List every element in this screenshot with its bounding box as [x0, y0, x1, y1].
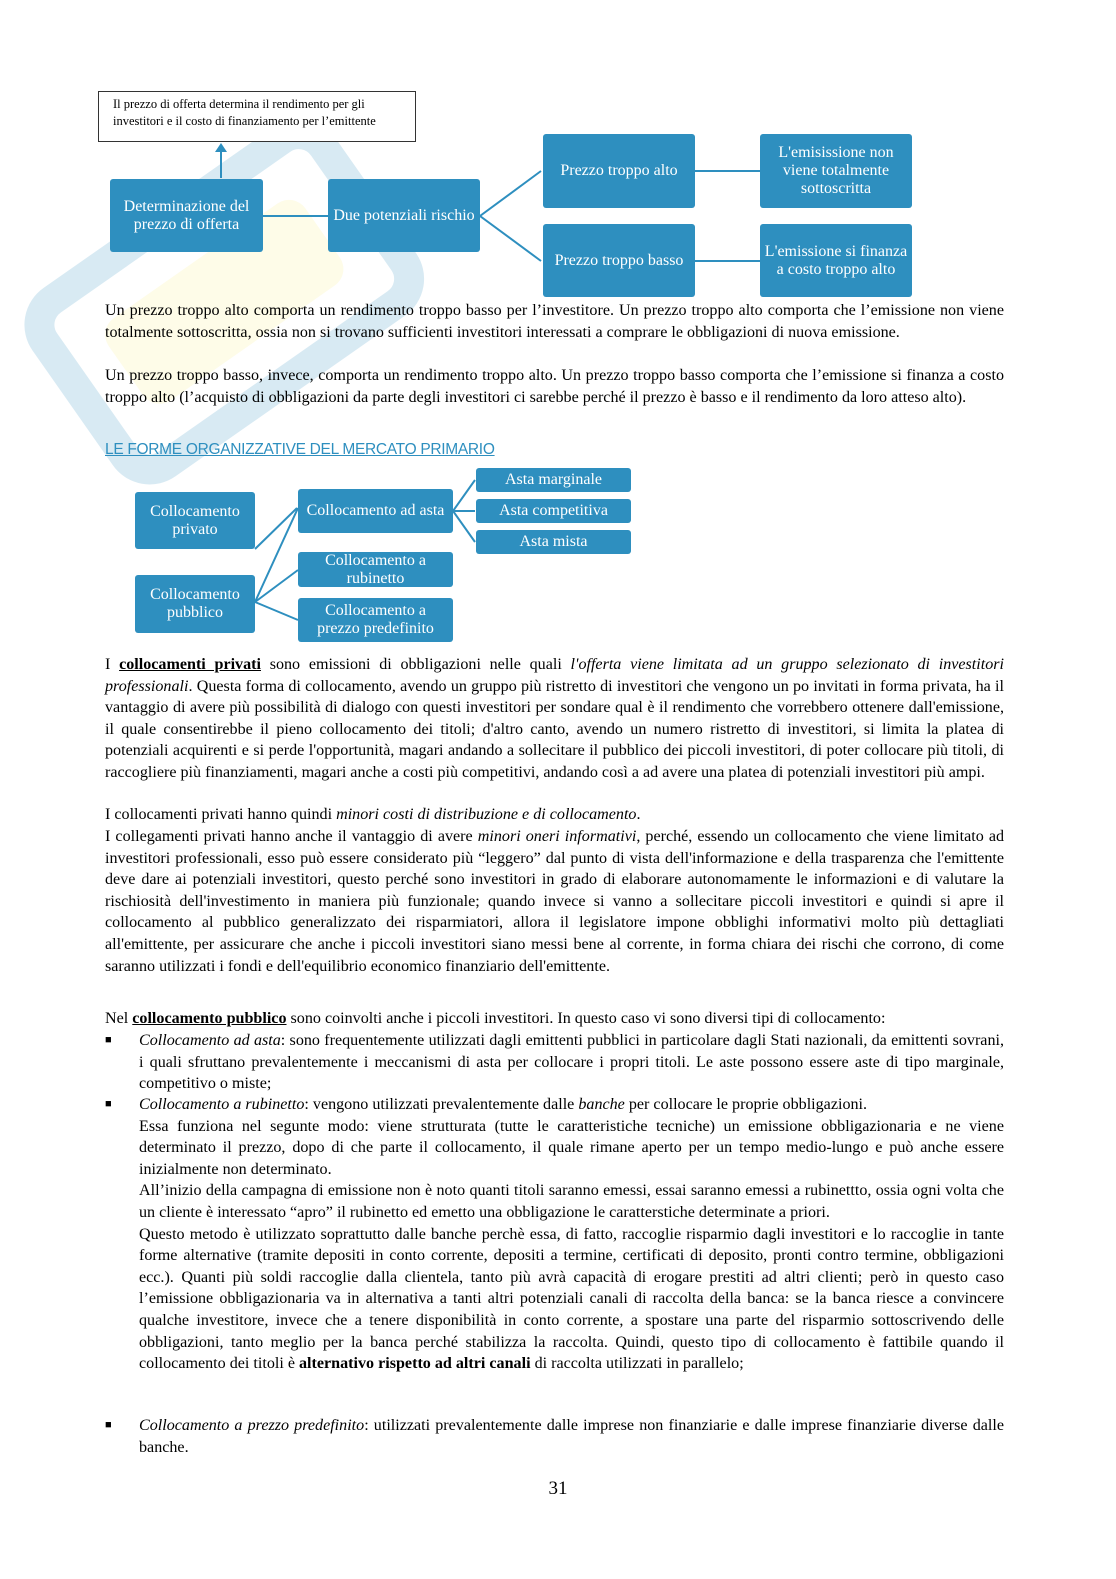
intro-paragraph-1: Un prezzo troppo alto comporta un rendimento troppo basso per l’investitore. Un prezzo troppo alto comporta che l’emissione non viene totalmente sottoscritta, ossia non si trovano sufficienti investitori interessati a comprare le obbligazioni di nuova emissione.: [105, 302, 1004, 341]
bullet-icon: ■: [105, 1419, 112, 1431]
price-note-box: Il prezzo di offerta determina il rendimento per gli investitori e il costo di finanziamento per l’emittente: [98, 91, 416, 142]
list-item-predefinito: Collocamento a prezzo predefinito: utilizzati prevalentemente dalle imprese non finanziarie e dalle imprese finanziarie diverse dalle banche.: [139, 1417, 1004, 1456]
node-prezzo-basso: Prezzo troppo basso: [543, 224, 695, 297]
node-collocamento-privato: Collocamento privato: [135, 492, 255, 549]
term-collocamento-pubblico: collocamento pubblico: [132, 1010, 287, 1027]
node-asta-marginale: Asta marginale: [476, 468, 631, 492]
term-collocamenti-privati: collocamenti privati: [119, 656, 261, 673]
page-number: 31: [548, 1478, 568, 1499]
node-asta-mista: Asta mista: [476, 530, 631, 554]
bullet-icon: ■: [105, 1034, 112, 1046]
node-collocamento-pubblico: Collocamento pubblico: [135, 575, 255, 633]
node-asta-competitiva: Asta competitiva: [476, 499, 631, 523]
list-item-rubinetto: Collocamento a rubinetto: vengono utilizzati prevalentemente dalle banche per collocare le proprie obbligazioni. Essa funziona nel segunte modo: viene strutturata (tutte le caratteristiche tecniche) un emissione obbligazionaria e ne viene determinato il prezzo, dopo di che parte il collocamento, il quale rimane aperto per un tempo medio-lungo e può anche essere inizialmente non determinato. All’inizio della campagna di emissione non è noto quanti titoli saranno emessi, essai saranno emessi a rubinettto, ossia ogni volta che un cliente è interessato “apro” il rubinetto ed emetto una obbligazione le caratterstiche determinate a priori. Questo metodo è utilizzato soprattutto dalle banche perchè essa, di fatto, raccoglie risparmio dagli investitori e lo raccoglie in tante forme alternative (tramite depositi in conto corrente, depositi a termine, certificati di deposito, pronti contro termine, obbligazioni ecc.). Quanti più soldi raccoglie dalla clientela, tanto più avrà capacità di erogare prestiti ad altri clienti; però in questo caso l’emissione obbligazionaria va in alternativa a tanti altri potenziali canali di raccolta della banca: se la banca riesce a convincere qualche investitore, invece che a tenere disponibilità in conto corrente, a spostare una parte del risparmio sottoscrivendo delle obbligazioni, tanto meglio per la banca perché stabilizza la raccolta. Quindi, questo tipo di collocamento è fattibile quando il collocamento dei titoli è alternativo rispetto ad altri canali di raccolta utilizzati in parallelo;: [139, 1096, 1004, 1373]
privati-paragraph-3: I collegamenti privati hanno anche il vantaggio di avere minori oneri informativi, perché, essendo un collocamento che viene limitato ad investitori professionali, esso può essere considerato più “leggero” dal punto di vista dell'informazione e della trasparenza che l'emittente deve dare ai potenziali investitori, questo perché sono investitori in grado di elaborare autonomamente le informazioni e di valutare la rischiosità dell'investimento in maniera più funzionale; quando invece si vanno a sollecitare piccoli investitori e quindi si apre il collocamento al pubblico generalizzato dei risparmiatori, allora il legislatore impone obblighi informativi molto più dettagliati all'emittente, per assicurare che anche i piccoli investitori siano messi bene al corrente, in forma chiara dei rischi che corrono, di come saranno utilizzati i fondi e dell'equilibrio economico finanziario dell'emittente.: [105, 828, 1005, 975]
node-emissione-non-sottoscritta: L'emisissione non viene totalmente sottoscritta: [760, 134, 912, 208]
privati-paragraph-1: I collocamenti privati sono emissioni di obbligazioni nelle quali l'offerta viene limitata ad un gruppo selezionato di investitori professionali. Questa forma di collocamento, avendo un gruppo più ristretto di investitori che vengono un po invitati in forma privata, ha il vantaggio di avere più possibilità di dialogo con questi investitori per sondare qual è il rendimento che vorrebbero ottenere dall'emissione, il quale consentirebbe il pieno collocamento dei titoli; d'altro canto, avendo un numero ristretto di investitori, si limita la platea di potenziali acquirenti e si perde l'opportunità, magari andando a sollecitare il pubblico dei piccoli investitori, di poter collocare più titoli, di raccogliere più finanziamenti, magari anche a costi più competitivi, andando così a ad avere una platea di potenziali investitori più ampi.: [105, 656, 1004, 781]
node-determinazione-prezzo: Determinazione del prezzo di offerta: [110, 179, 263, 252]
pubblico-intro: Nel collocamento pubblico sono coinvolti anche i piccoli investitori. In questo caso vi sono diversi tipi di collocamento:: [105, 1010, 886, 1027]
node-prezzo-alto: Prezzo troppo alto: [543, 134, 695, 208]
node-collocamento-asta: Collocamento ad asta: [298, 489, 453, 533]
privati-paragraph-2: I collocamenti privati hanno quindi minori costi di distribuzione e di collocamento.: [105, 806, 641, 823]
section-heading: LE FORME ORGANIZZATIVE DEL MERCATO PRIMARIO: [105, 441, 495, 458]
list-item-asta: Collocamento ad asta: sono frequentemente utilizzati dagli emittenti pubblici in particolare dagli Stati nazionali, da emittenti sovrani, i quali sfruttano prevalentemente i meccanismi di asta per collocare i propri titoli. Le aste possono essere aste di tipo marginale, competitivo o miste;: [139, 1032, 1004, 1093]
node-collocamento-predefinito: Collocamento a prezzo predefinito: [298, 598, 453, 642]
intro-paragraph-2: Un prezzo troppo basso, invece, comporta un rendimento troppo alto. Un prezzo troppo basso comporta che l’emissione si finanza a costo troppo alto (l’acquisto di obbligazioni da parte degli investitori ci sarebbe perché il prezzo è basso e il rendimento da loro atteso alto).: [105, 367, 1004, 406]
bullet-icon: ■: [105, 1098, 112, 1110]
node-emissione-costo-alto: L'emissione si finanza a costo troppo alto: [760, 224, 912, 297]
node-collocamento-rubinetto: Collocamento a rubinetto: [298, 552, 453, 587]
node-due-rischi: Due potenziali rischio: [328, 179, 480, 252]
